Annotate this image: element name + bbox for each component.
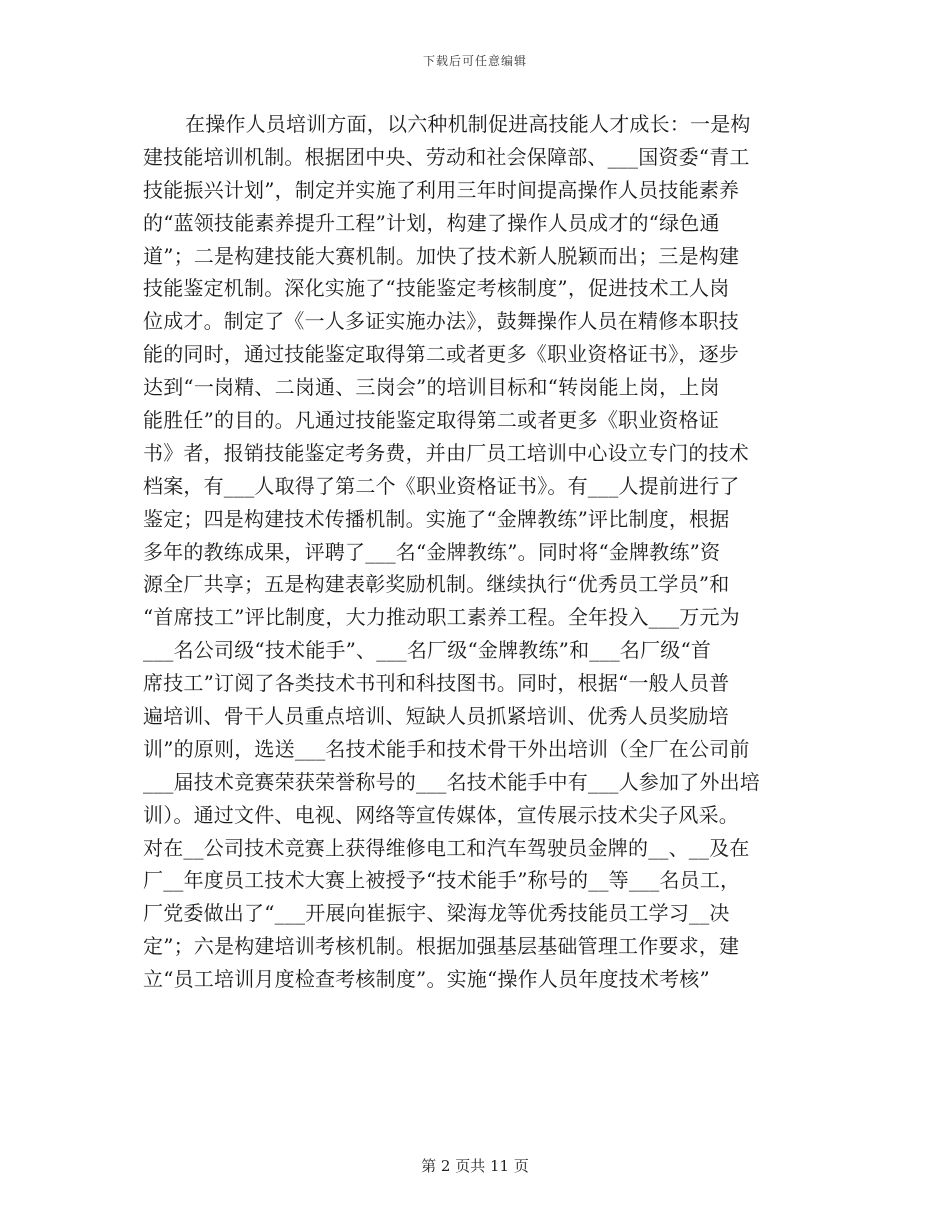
text-line: “首席技工”评比制度，大力推动职工素养工程。全年投入___万元为 [143, 605, 740, 630]
text-line: 的“蓝领技能素养提升工程”计划，构建了操作人员成才的“绿色通 [143, 210, 720, 235]
text-line: 在操作人员培训方面，以六种机制促进高技能人才成长：一是构 [185, 112, 751, 136]
text-line: 道”；二是构建技能大赛机制。加快了技术新人脱颖而出；三是构建 [143, 243, 740, 268]
text-line: 能胜任”的目的。凡通过技能鉴定取得第二或者更多《职业资格证 [143, 408, 720, 433]
text-line: 席技工”订阅了各类技术书刊和科技图书。同时，根据“一般人员普 [143, 671, 730, 696]
text-line: 位成才。制定了《一人多证实施办法》，鼓舞操作人员在精修本职技 [143, 309, 739, 334]
text-line: 遍培训、骨干人员重点培训、短缺人员抓紧培训、优秀人员奖励培 [143, 704, 729, 729]
text-line: 训”的原则，选送___名技术能手和技术骨干外出培训（全厂在公司前 [143, 736, 750, 761]
text-line: 技能振兴计划”，制定并实施了利用三年时间提高操作人员技能素养 [143, 177, 740, 202]
text-line: 达到“一岗精、二岗通、三岗会”的培训目标和“转岗能上岗，上岗 [143, 375, 720, 400]
page-header: 下载后可任意编辑 [422, 54, 527, 68]
text-line: ___名公司级“技术能手”、___名厂级“金牌教练”和___名厂级“首 [143, 638, 712, 663]
text-line: 建技能培训机制。根据团中央、劳动和社会保障部、___国资委“青工 [143, 144, 750, 169]
text-line: 源全厂共享；五是构建表彰奖励机制。继续执行“优秀员工学员”和 [143, 572, 730, 597]
text-line: 厂党委做出了“___开展向崔振宇、梁海龙等优秀技能员工学习__决 [143, 901, 730, 926]
text-line: 能的同时，通过技能鉴定取得第二或者更多《职业资格证书》，逐步 [143, 342, 739, 367]
text-line: 多年的教练成果，评聘了___名“金牌教练”。同时将“金牌教练”资 [143, 539, 721, 564]
text-line: 厂__年度员工技术大赛上被授予“技术能手”称号的__等___名员工， [143, 868, 741, 893]
text-line: 鉴定；四是构建技术传播机制。实施了“金牌教练”评比制度，根据 [143, 506, 730, 531]
text-line: 书》者，报销技能鉴定考务费，并由厂员工培训中心设立专门的技术 [143, 440, 749, 465]
text-line: 对在__公司技术竞赛上获得维修电工和汽车驾驶员金牌的__、__及在 [143, 835, 750, 860]
document-body [143, 108, 807, 996]
text-line: ___届技术竞赛荣获荣誉称号的___名技术能手中有___人参加了外出培 [143, 769, 760, 794]
text-line: 训）。通过文件、电视、网络等宣传媒体，宣传展示技术尖子风采。 [143, 802, 739, 827]
text-line: 档案，有___人取得了第二个《职业资格证书》。有___人提前进行了 [143, 473, 740, 498]
text-line: 技能鉴定机制。深化实施了“技能鉴定考核制度”，促进技术工人岗 [143, 276, 730, 301]
text-line: 定”；六是构建培训考核机制。根据加强基层基础管理工作要求，建 [143, 934, 740, 959]
page-footer: 第 2 页共 11 页 [421, 1157, 529, 1175]
text-line: 立“员工培训月度检查考核制度”。实施“操作人员年度技术考核” [143, 967, 710, 992]
